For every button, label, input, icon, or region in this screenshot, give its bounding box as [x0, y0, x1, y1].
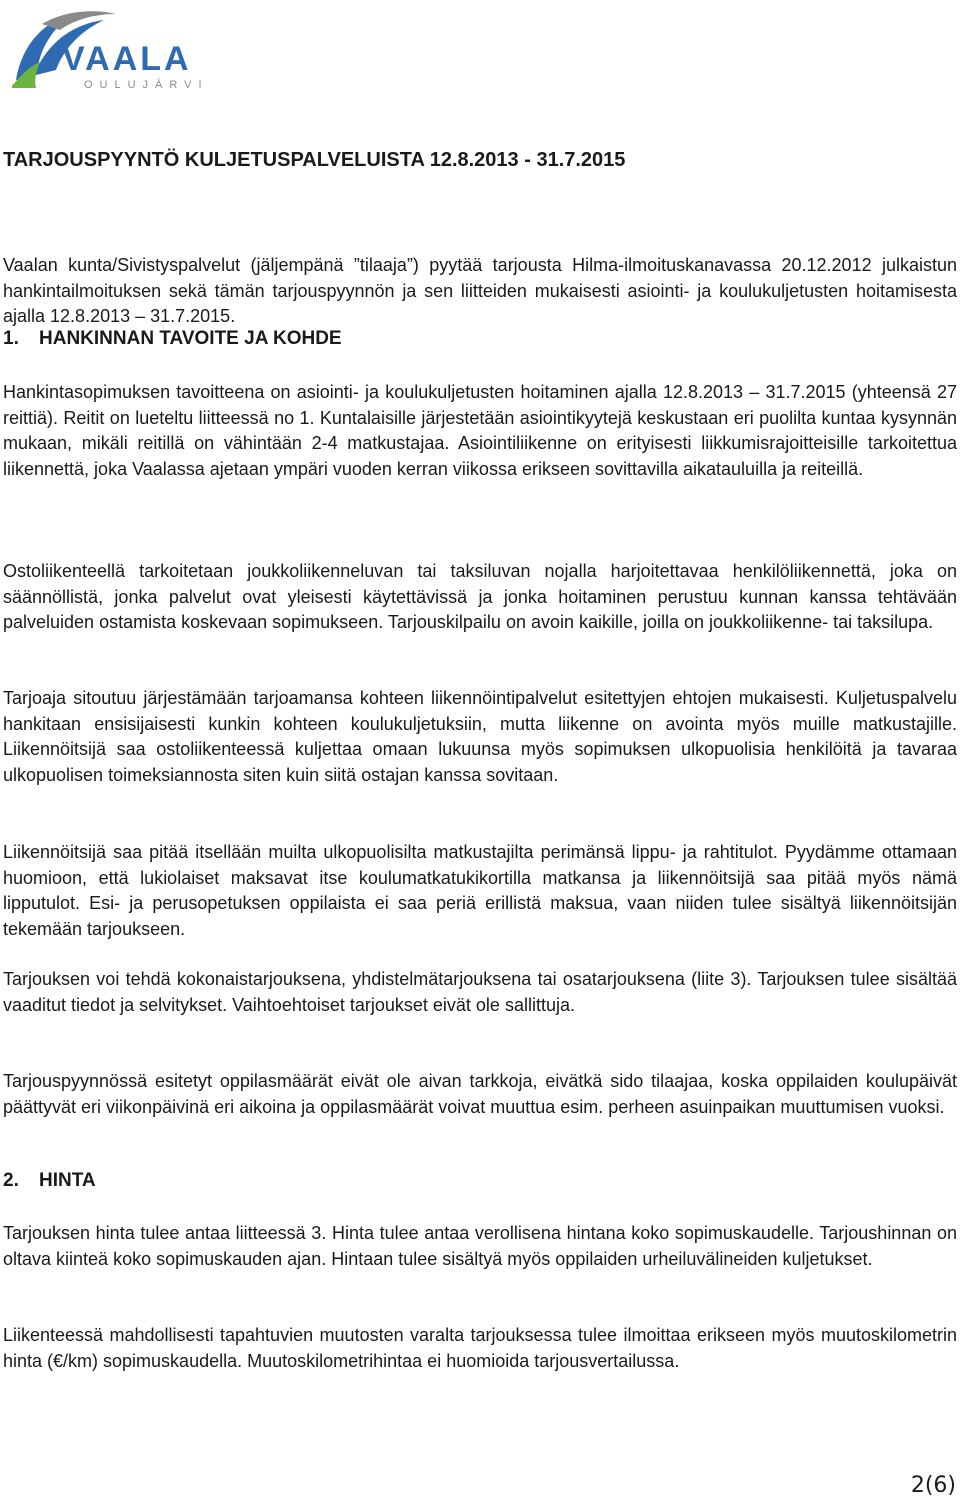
section-1-paragraph: Tarjoaja sitoutuu järjestämään tarjoamansa kohteen liikennöintipalvelut esitettyjen ehtojen mukaisesti. Kuljetuspalvelu hankitaan ensisijaisesti kunkin kohteen koulukuljetuksiin, mutta liikenne on avointa myös muille matkustajille. Liikennöitsijä saa ostoliikenteessä kuljettaa omaan lukuunsa myös sopimuksen ulkopuolisia henkilöitä ja tavaraa ulkopuolisen toimeksiannosta siten kuin siitä ostajan kanssa sovitaan.: [3, 688, 957, 785]
section-2-title: HINTA: [39, 1170, 96, 1191]
section-1-title: HANKINNAN TAVOITE JA KOHDE: [39, 328, 342, 349]
vaala-logo-graphic: [12, 4, 222, 94]
section-1-heading: [3, 328, 342, 350]
vaala-logo: [12, 4, 222, 94]
section-1-paragraph: Ostoliikenteellä tarkoitetaan joukkoliikenneluvan tai taksiluvan nojalla harjoitettavaa henkilöliikennettä, joka on säännöllistä, jonka palvelut ovat yleisesti käytettävissä ja jonka hoitaminen perustuu kunnan kanssa tehtävään palveluiden ostamista koskevaan sopimukseen. Tarjouskilpailu on avoin kaikille, joilla on joukkoliikenne- tai taksilupa.: [3, 561, 957, 633]
logo-tagline: OULUJÄRVI: [84, 79, 209, 91]
section-2-paragraph: Liikenteessä mahdollisesti tapahtuvien muutosten varalta tarjouksessa tulee ilmoittaa erikseen myös muutoskilometrin hinta (€/km) sopimuskaudella. Muutoskilometrihintaa ei huomioida tarjousvertailussa.: [3, 1325, 957, 1371]
section-1-paragraph: Liikennöitsijä saa pitää itsellään muilta ulkopuolisilta matkustajilta perimänsä lippu- ja rahtitulot. Pyydämme ottamaan huomioon, että lukiolaiset maksavat itse koulumatkatukikortilla matkansa ja liikennöitsijä saa pitää myös nämä lipputulot. Esi- ja perusopetuksen oppilaista ei saa periä erillistä maksua, vaan niiden tulee sisältyä liikennöitsijän tekemään tarjoukseen.: [3, 842, 957, 939]
section-1-number: 1.: [3, 328, 19, 349]
logo-wordmark: VAALA: [62, 40, 192, 78]
intro-paragraph: Vaalan kunta/Sivistyspalvelut (jäljempänä ”tilaaja”) pyytää tarjousta Hilma-ilmoituskanavassa 20.12.2012 julkaistun hankintailmoituksen sekä tämän tarjouspyynnön ja sen liitteiden mukaisesti asiointi- ja koulukuljetusten hoitamisesta ajalla 12.8.2013 – 31.7.2015.: [3, 255, 957, 327]
section-1-paragraph: Hankintasopimuksen tavoitteena on asiointi- ja koulukuljetusten hoitaminen ajalla 12.8.2013 – 31.7.2015 (yhteensä 27 reittiä). Reitit on lueteltu liitteessä no 1. Kuntalaisille järjestetään asiointikyytejä keskustaan eri puolilta kuntaa kysynnän mukaan, mikäli reitillä on vähintään 2-4 matkustajaa. Asiointiliikenne on erityisesti liikkumisrajoitteisille tarkoitettua liikennettä, joka Vaalassa ajetaan ympäri vuoden kerran viikossa erikseen sovittavilla aikatauluilla ja reiteillä.: [3, 382, 957, 479]
section-1-paragraph: Tarjouspyynnössä esitetyt oppilasmäärät eivät ole aivan tarkkoja, eivätkä sido tilaajaa, koska oppilaiden koulupäivät päättyvät eri viikonpäivinä eri aikoina ja oppilasmäärät voivat muuttua esim. perheen asuinpaikan muuttumisen vuoksi.: [3, 1071, 957, 1117]
page-number: 2(6): [910, 1473, 956, 1498]
section-2-paragraph: Tarjouksen hinta tulee antaa liitteessä 3. Hinta tulee antaa verollisena hintana koko sopimuskaudelle. Tarjoushinnan on oltava kiinteä koko sopimuskauden ajan. Hintaan tulee sisältyä myös oppilaiden urheiluvälineiden kuljetukset.: [3, 1223, 957, 1269]
document-title: TARJOUSPYYNTÖ KULJETUSPALVELUISTA 12.8.2013 - 31.7.2015: [3, 149, 626, 171]
section-2-heading: [3, 1170, 96, 1192]
section-1-paragraph: Tarjouksen voi tehdä kokonaistarjouksena, yhdistelmätarjouksena tai osatarjouksena (liite 3). Tarjouksen tulee sisältää vaaditut tiedot ja selvitykset. Vaihtoehtoiset tarjoukset eivät ole sallittuja.: [3, 969, 957, 1015]
section-2-number: 2.: [3, 1170, 19, 1191]
